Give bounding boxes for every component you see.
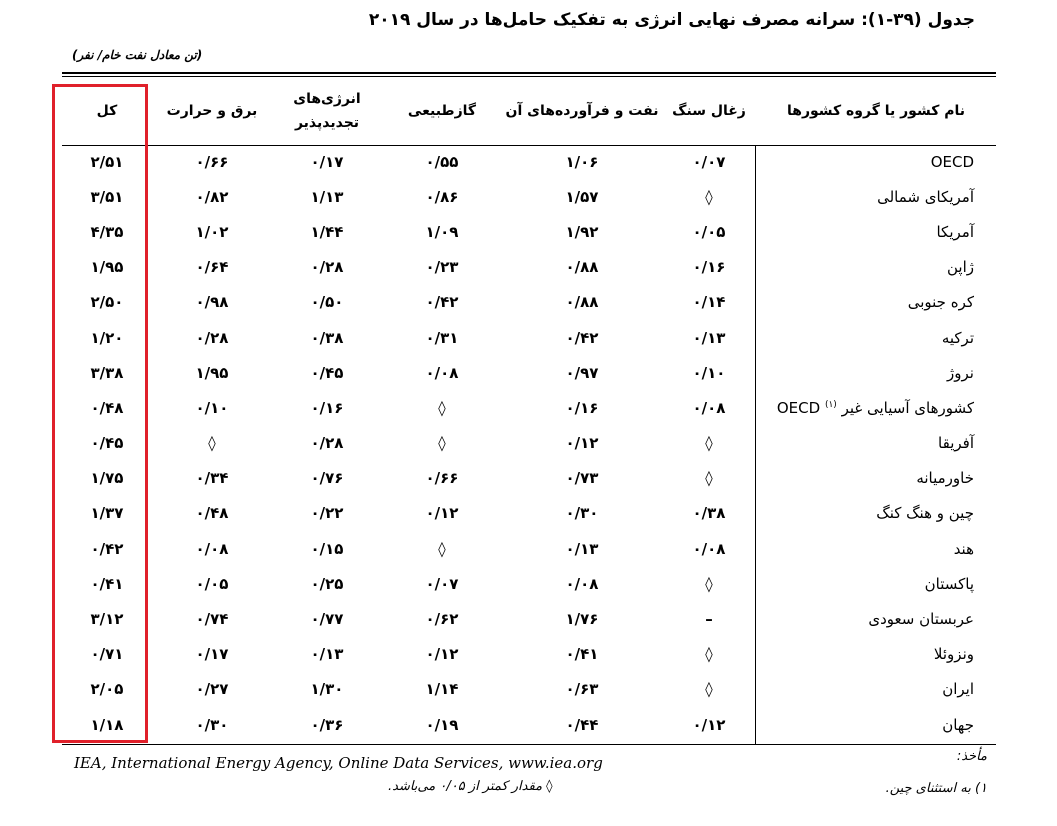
cell-total: ۰/۴۵ [90,434,124,453]
cell-coal: ۰/۰۷ [692,152,726,171]
source-citation: IEA, International Energy Agency, Online Data Services, www.iea.org [74,754,603,772]
cell-elec: ۰/۹۸ [195,293,229,312]
cell-renew: ۰/۲۲ [310,504,344,523]
table-row [62,672,996,707]
header-coal: زغال سنگ [672,103,746,119]
cell-total: ۱/۹۵ [90,258,124,277]
table-row [62,214,996,249]
table-row [62,390,996,425]
cell-elec: ۰/۲۷ [195,680,229,699]
cell-renew: ۱/۱۳ [310,187,344,206]
cell-total: ۳/۳۸ [90,363,124,382]
footnote-1: ۱) به استثنای چین. [885,781,987,796]
cell-oil: ۱/۵۷ [565,187,599,206]
cell-gas: ۰/۲۳ [425,258,459,277]
table-row [62,250,996,285]
header-row [62,78,996,144]
table-row [62,496,996,531]
country-name-text: چین و هنگ کنگ [876,504,974,523]
country-name-text: ژاپن [946,258,974,277]
cell-elec: ۰/۱۰ [195,398,229,417]
cell-renew: ۰/۲۵ [310,574,344,593]
cell-total: ۰/۴۸ [90,398,124,417]
country-name-text: OECD [930,152,974,171]
cell-oil: ۱/۹۲ [565,222,599,241]
cell-gas: ۰/۶۲ [425,610,459,629]
cell-coal: ۰/۰۸ [692,539,726,558]
total-column-highlight [52,84,148,743]
cell-gas: ۰/۱۲ [425,645,459,664]
cell-coal: ◊ [705,645,713,664]
cell-oil: ۰/۱۶ [565,398,599,417]
cell-coal: ۰/۰۸ [692,398,726,417]
header-electricity: برق و حرارت [166,103,258,119]
country-name-text: جهان [942,715,974,734]
cell-coal: ۰/۱۳ [692,328,726,347]
footnote-symbol: ◊ مقدار کمتر از ۰/۰۵ می‌باشد. [388,779,553,794]
cell-coal: ۰/۰۵ [692,222,726,241]
cell-elec: ۰/۷۴ [195,610,229,629]
cell-coal: ◊ [705,469,713,488]
cell-total: ۲/۵۱ [90,152,124,171]
cell-total: ۰/۴۱ [90,574,124,593]
cell-total: ۲/۰۵ [90,680,124,699]
cell-coal: ◊ [705,574,713,593]
cell-gas: ◊ [438,398,446,417]
country-name-text: پاکستان [924,574,974,593]
country-name [756,214,996,249]
cell-coal: ۰/۱۰ [692,363,726,382]
cell-renew: ۰/۳۸ [310,328,344,347]
cell-gas: ۰/۰۷ [425,574,459,593]
cell-oil: ۰/۴۱ [565,645,599,664]
cell-total: ۱/۳۷ [90,504,124,523]
country-name [756,179,996,214]
cell-total: ۳/۱۲ [90,610,124,629]
table-row [62,531,996,566]
cell-renew: ۰/۱۷ [310,152,344,171]
cell-oil: ۰/۱۲ [565,434,599,453]
country-name [756,285,996,320]
cell-coal: – [705,610,713,629]
table-title: جدول (۳۹-۱): سرانه مصرف نهایی انرژی به تفکیک حامل‌ها در سال ۲۰۱۹ [368,10,975,30]
country-name [756,461,996,496]
country-name-text: نروژ [947,363,974,382]
header-total: کل [96,103,118,119]
cell-oil: ۰/۰۸ [565,574,599,593]
cell-gas: ۰/۰۸ [425,363,459,382]
cell-oil: ۰/۷۳ [565,469,599,488]
header-renewables [272,78,382,144]
cell-elec: ◊ [208,434,216,453]
cell-oil: ۰/۴۴ [565,715,599,734]
country-name [756,426,996,461]
country-name-text: خاورمیانه [916,469,974,488]
header-renewables-line1: انرژی‌های [293,91,361,107]
cell-renew: ۱/۳۰ [310,680,344,699]
header-oil: نفت و فرآورده‌های آن [505,103,659,119]
cell-coal: ۰/۱۴ [692,293,726,312]
table-row [62,461,996,496]
cell-gas: ۱/۰۹ [425,222,459,241]
cell-total: ۱/۷۵ [90,469,124,488]
cell-gas: ۰/۸۶ [425,187,459,206]
top-rule [62,72,996,74]
unit-label: (تن معادل نفت خام/ نفر) [72,48,203,62]
country-name [756,144,996,179]
cell-total: ۱/۱۸ [90,715,124,734]
cell-renew: ۰/۲۸ [310,434,344,453]
country-name-text: آفریقا [938,434,974,453]
country-name-text: آمریکای شمالی [877,187,974,206]
cell-oil: ۰/۳۰ [565,504,599,523]
cell-coal: ۰/۳۸ [692,504,726,523]
country-name-text: آمریکا [936,222,974,241]
cell-renew: ۰/۱۳ [310,645,344,664]
cell-renew: ۰/۷۶ [310,469,344,488]
cell-elec: ۰/۰۵ [195,574,229,593]
table-row [62,601,996,636]
cell-oil: ۰/۶۳ [565,680,599,699]
country-name [756,531,996,566]
footnote-marker: (۱) [824,399,837,410]
bottom-rule [62,744,996,745]
cell-elec: ۰/۶۴ [195,258,229,277]
table-row [62,707,996,742]
table-row [62,355,996,390]
cell-renew: ۰/۷۷ [310,610,344,629]
cell-oil: ۱/۰۶ [565,152,599,171]
top-rule-thin [62,76,996,77]
cell-oil: ۰/۴۲ [565,328,599,347]
country-name-text: ترکیه [941,328,974,347]
cell-total: ۱/۲۰ [90,328,124,347]
cell-gas: ◊ [438,434,446,453]
country-name [756,566,996,601]
country-name-text: کره جنوبی [907,293,974,312]
cell-gas: ۰/۵۵ [425,152,459,171]
cell-total: ۴/۳۵ [90,222,124,241]
energy-consumption-table [62,78,996,742]
cell-renew: ۰/۲۸ [310,258,344,277]
table-row [62,179,996,214]
cell-gas: ۰/۶۶ [425,469,459,488]
cell-gas: ۰/۱۹ [425,715,459,734]
country-name-text: ونزوئلا [933,645,974,664]
cell-elec: ۰/۶۶ [195,152,229,171]
cell-elec: ۰/۳۰ [195,715,229,734]
country-name [756,637,996,672]
header-gas: گازطبیعی [407,103,477,119]
cell-gas: ۰/۱۲ [425,504,459,523]
country-name [756,672,996,707]
cell-renew: ۰/۱۵ [310,539,344,558]
cell-renew: ۰/۴۵ [310,363,344,382]
cell-elec: ۱/۰۲ [195,222,229,241]
country-name [756,390,996,425]
cell-renew: ۰/۳۶ [310,715,344,734]
country-name [756,320,996,355]
cell-total: ۳/۵۱ [90,187,124,206]
cell-coal: ◊ [705,434,713,453]
cell-oil: ۰/۸۸ [565,258,599,277]
country-name-text: عربستان سعودی [868,610,974,629]
source-label: مأخذ: [956,749,987,764]
cell-elec: ۰/۰۸ [195,539,229,558]
cell-coal: ۰/۱۲ [692,715,726,734]
cell-renew: ۱/۴۴ [310,222,344,241]
cell-oil: ۰/۹۷ [565,363,599,382]
cell-coal: ◊ [705,187,713,206]
header-country: نام کشور یا گروه کشورها [786,103,965,119]
country-name-text: هند [953,539,974,558]
cell-oil: ۱/۷۶ [565,610,599,629]
cell-gas: ◊ [438,539,446,558]
cell-elec: ۰/۲۸ [195,328,229,347]
cell-gas: ۰/۴۲ [425,293,459,312]
cell-oil: ۰/۸۸ [565,293,599,312]
table-row [62,320,996,355]
cell-elec: ۱/۹۵ [195,363,229,382]
cell-total: ۰/۴۲ [90,539,124,558]
cell-coal: ◊ [705,680,713,699]
cell-renew: ۰/۵۰ [310,293,344,312]
country-name-text: کشورهای آسیایی غیر OECD [776,398,974,417]
country-name-text: ایران [942,680,974,699]
cell-elec: ۰/۸۲ [195,187,229,206]
table-row [62,637,996,672]
cell-gas: ۰/۳۱ [425,328,459,347]
table-row [62,566,996,601]
cell-elec: ۰/۳۴ [195,469,229,488]
country-name [756,707,996,742]
country-name [756,496,996,531]
cell-oil: ۰/۱۳ [565,539,599,558]
cell-renew: ۰/۱۶ [310,398,344,417]
header-renewables-line2: تجدیدپذیر [294,115,360,131]
country-name [756,355,996,390]
country-name [756,601,996,636]
cell-gas: ۱/۱۴ [425,680,459,699]
cell-total: ۰/۷۱ [90,645,124,664]
country-name [756,250,996,285]
table-row [62,426,996,461]
cell-elec: ۰/۴۸ [195,504,229,523]
cell-total: ۲/۵۰ [90,293,124,312]
cell-elec: ۰/۱۷ [195,645,229,664]
table-row [62,144,996,179]
table-row [62,285,996,320]
cell-coal: ۰/۱۶ [692,258,726,277]
